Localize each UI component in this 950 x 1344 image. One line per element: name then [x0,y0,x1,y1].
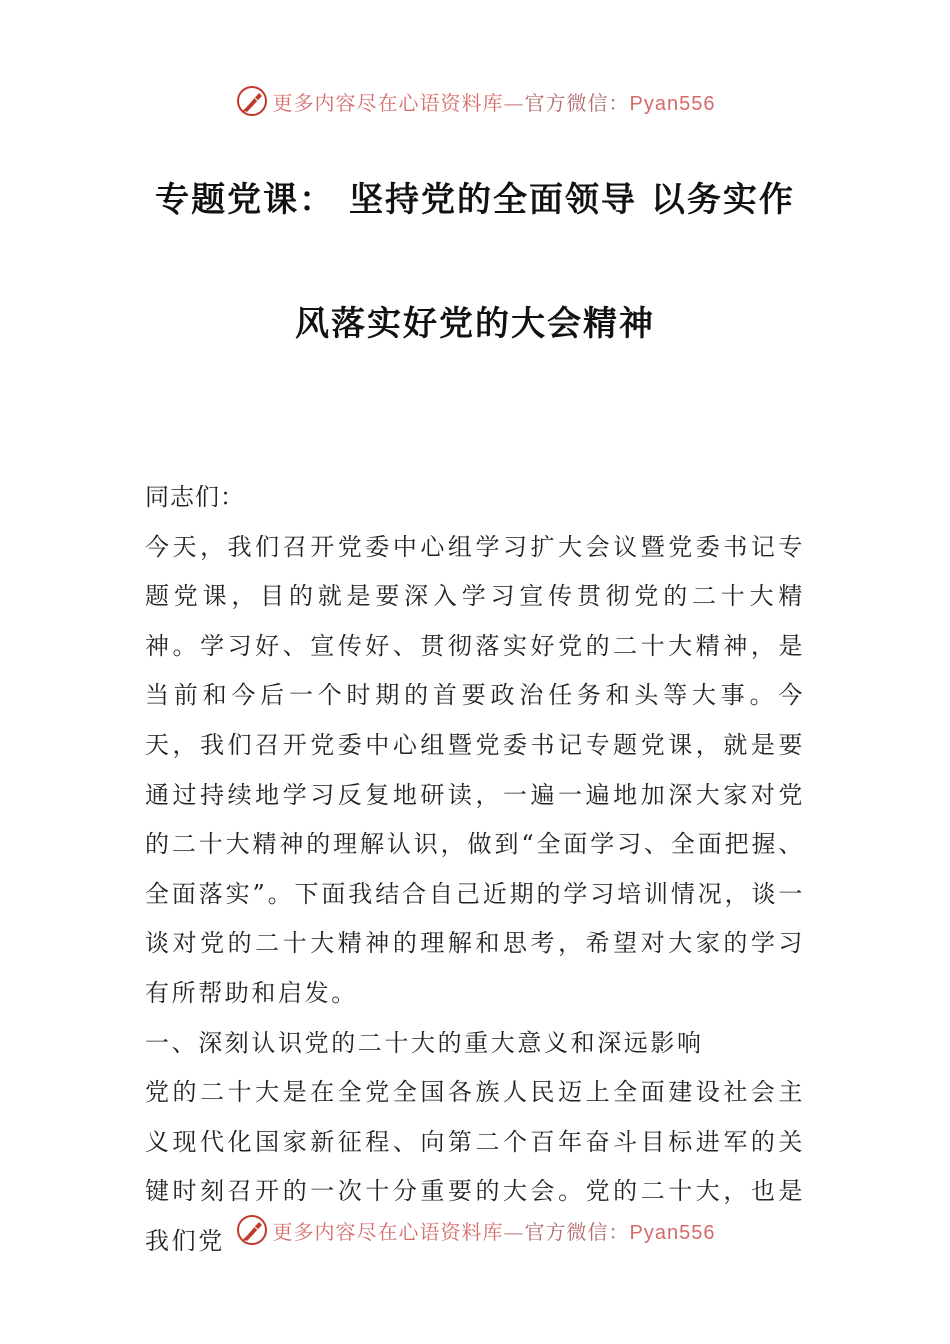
watermark-text [273,87,716,116]
watermark-separator: — [503,90,525,115]
watermark-text [273,1216,716,1245]
document-title-line-1: 专题党课： 坚持党的全面领导 以务实作 [155,180,795,220]
watermark-wechat-id: Pyan556 [629,92,716,115]
quill-pen-logo-icon [235,1213,269,1247]
document-title-line-2: 风落实好党的大会精神 [295,304,655,344]
footer-watermark-banner [0,1205,950,1255]
watermark-slogan: 更多内容尽在心语资料库 [272,1219,504,1244]
watermark-wechat-label: 官方微信： [524,90,630,115]
paragraph: 今天，我们召开党委中心组学习扩大会议暨党委书记专题党课，目的就是要深入学习宣传贯彻党的二十大精神。学习好、宣传好、贯彻落实好党的二十大精神，是当前和今后一个时期的首要政治任务和头等大事。今天，我们召开党委中心组暨党委书记专题党课，就是要通过持续地学习反复地研读，一遍一遍地加深大家对党的二十大精神的理解认识，做到“全面学习、全面把握、全面落实”。下面我结合自己近期的学习培训情况，谈一谈对党的二十大精神的理解和思考，希望对大家的学习有所帮助和启发。 [145,532,805,1007]
greeting: 同志们： [145,483,245,511]
watermark-slogan: 更多内容尽在心语资料库 [272,90,504,115]
watermark-wechat-id: Pyan556 [629,1221,716,1244]
header-watermark-banner [0,76,950,126]
document-body [145,473,805,1267]
quill-pen-logo-icon [235,84,269,118]
paragraph: 党的二十大是在全党全国各族人民迈上全面建设社会主义现代化国家新征程、向第二个百年奋斗目标进军的关键时刻召开的一次十分重要的大会。党的二十大，也是我们党 [145,1078,805,1255]
watermark-wechat-label: 官方微信： [524,1219,630,1244]
watermark-separator: — [503,1219,525,1244]
section-heading: 一、深刻认识党的二十大的重大意义和深远影响 [145,1028,704,1057]
